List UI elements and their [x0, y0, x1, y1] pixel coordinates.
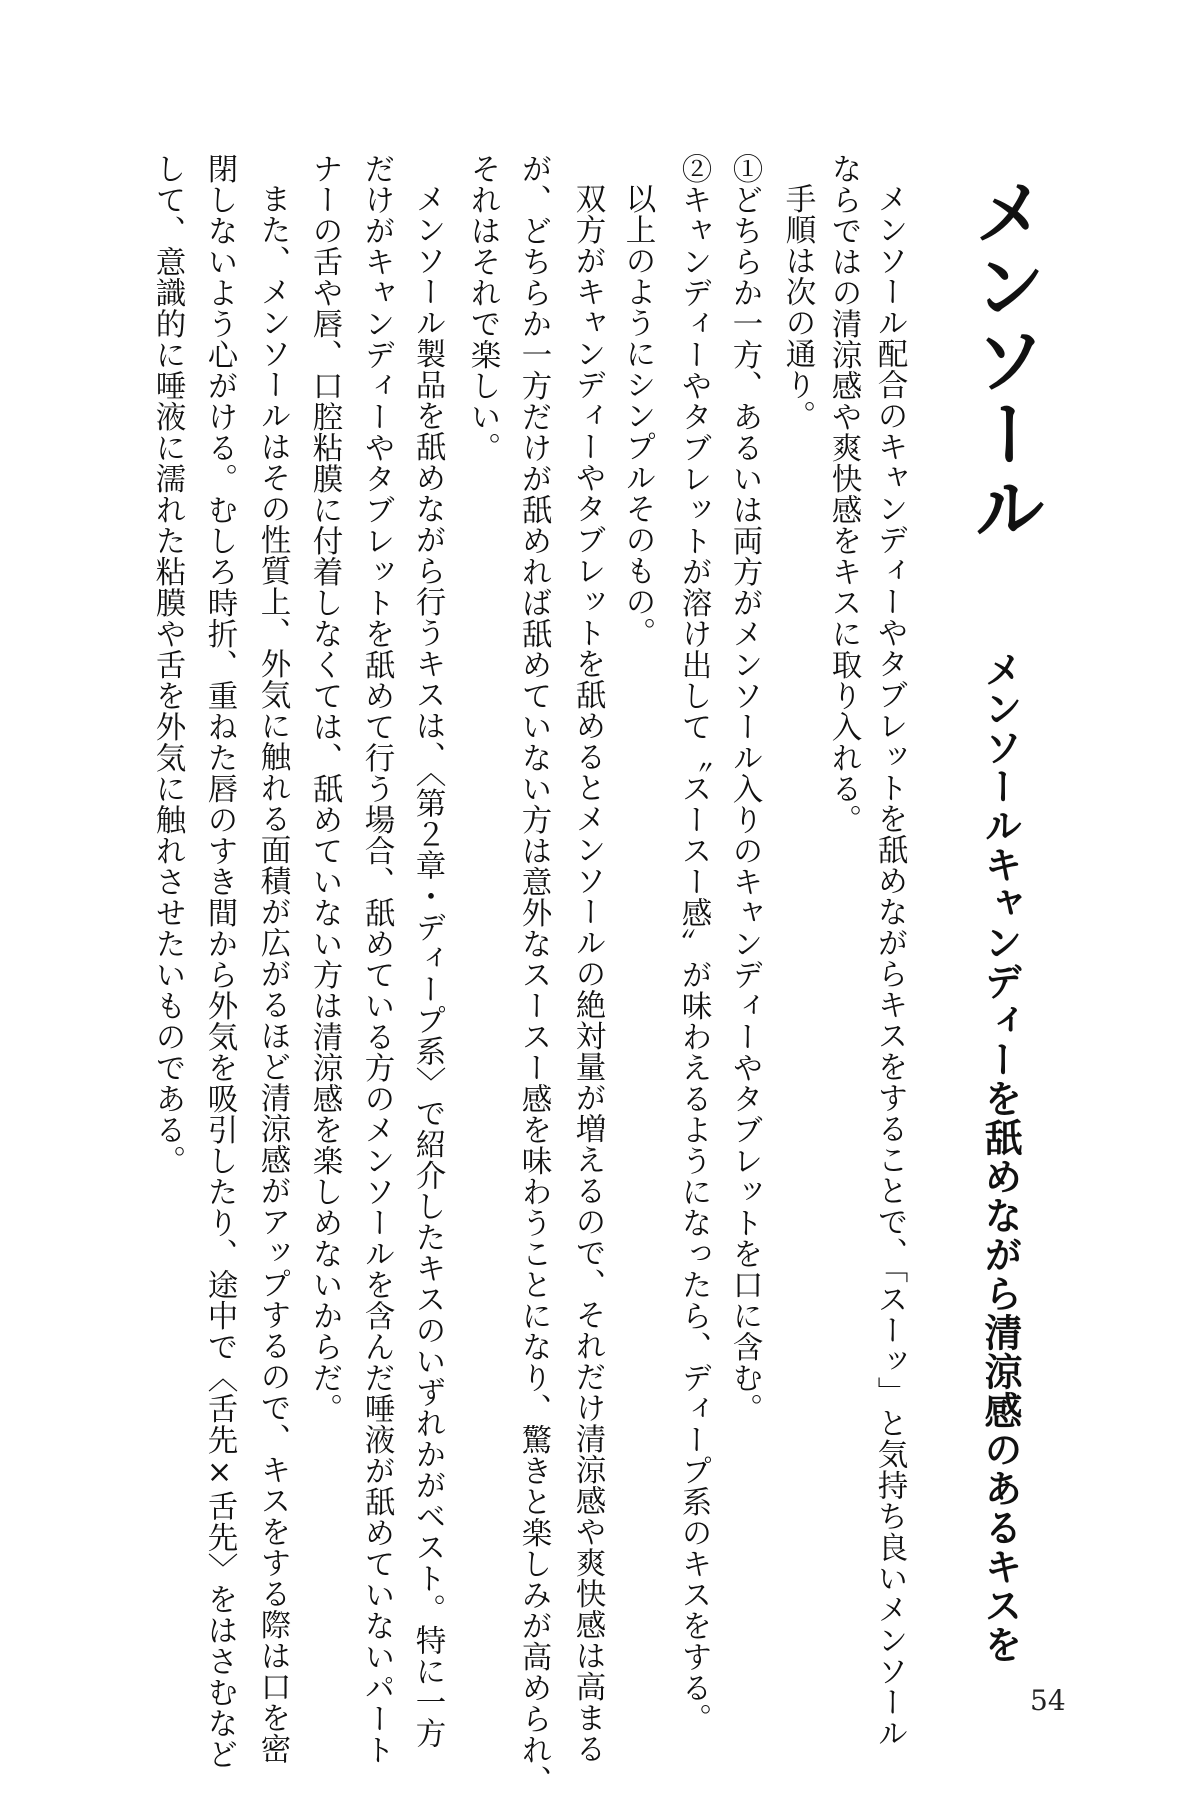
- body-line-1: メンソール配合のキャンディーやタブレットを舐めながらキスをすることで、「スーッ」と気持ち良いメンソール: [872, 183, 907, 1749]
- section-subtitle: メンソールキャンディーを舐めながら清涼感のあるキスを: [978, 650, 1022, 1664]
- body-line-4: ①どちらか一方、あるいは両方がメンソール入りのキャンディーやタブレットを口に含む。: [727, 153, 762, 1424]
- section-title: メンソール: [962, 175, 1046, 545]
- body-line-15: して、意識的に唾液に濡れた粘膜や舌を外気に触れさせたいものである。: [150, 153, 185, 1176]
- body-line-3: 手順は次の通り。: [780, 183, 815, 431]
- body-line-5: ②キャンディーやタブレットが溶け出して〝スースー感〟が味わえるようになったら、ディープ系のキスをする。: [676, 153, 711, 1734]
- body-line-11: だけがキャンディーやタブレットを舐めて行う場合、舐めている方のメンソールを含んだ唾液が舐めていないパート: [359, 153, 394, 1765]
- body-line-8: が、どちらか一方だけが舐めれば舐めていない方は意外なスースー感を味わうことになり、驚きと楽しみが高められ、: [516, 153, 551, 1796]
- page-number: 54: [1030, 1684, 1066, 1717]
- body-line-7: 双方がキャンディーやタブレットを舐めるとメンソールの絶対量が増えるので、それだけ清涼感や爽快感は高まる: [570, 183, 605, 1764]
- body-line-14: 閉しないよう心がける。むしろ時折、重ねた唇のすき間から外気を吸引したり、途中で〈舌先×舌先〉をはさむなど: [202, 153, 237, 1770]
- body-line-9: それはそれで楽しい。: [465, 153, 500, 463]
- body-line-6: 以上のようにシンプルそのもの。: [620, 183, 655, 648]
- body-line-2: ならではの清涼感や爽快感をキスに取り入れる。: [826, 153, 861, 835]
- body-line-12: ナーの舌や唇、口腔粘膜に付着しなくては、舐めていない方は清涼感を楽しめないからだ。: [307, 153, 342, 1424]
- body-line-13: また、メンソールはその性質上、外気に触れる面積が広がるほど清涼感がアップするので、キスをする際は口を密: [255, 183, 290, 1764]
- body-line-10: メンソール製品を舐めながら行うキスは、〈第２章・ディープ系〉で紹介したキスのいずれかがベスト。特に一方: [410, 183, 445, 1749]
